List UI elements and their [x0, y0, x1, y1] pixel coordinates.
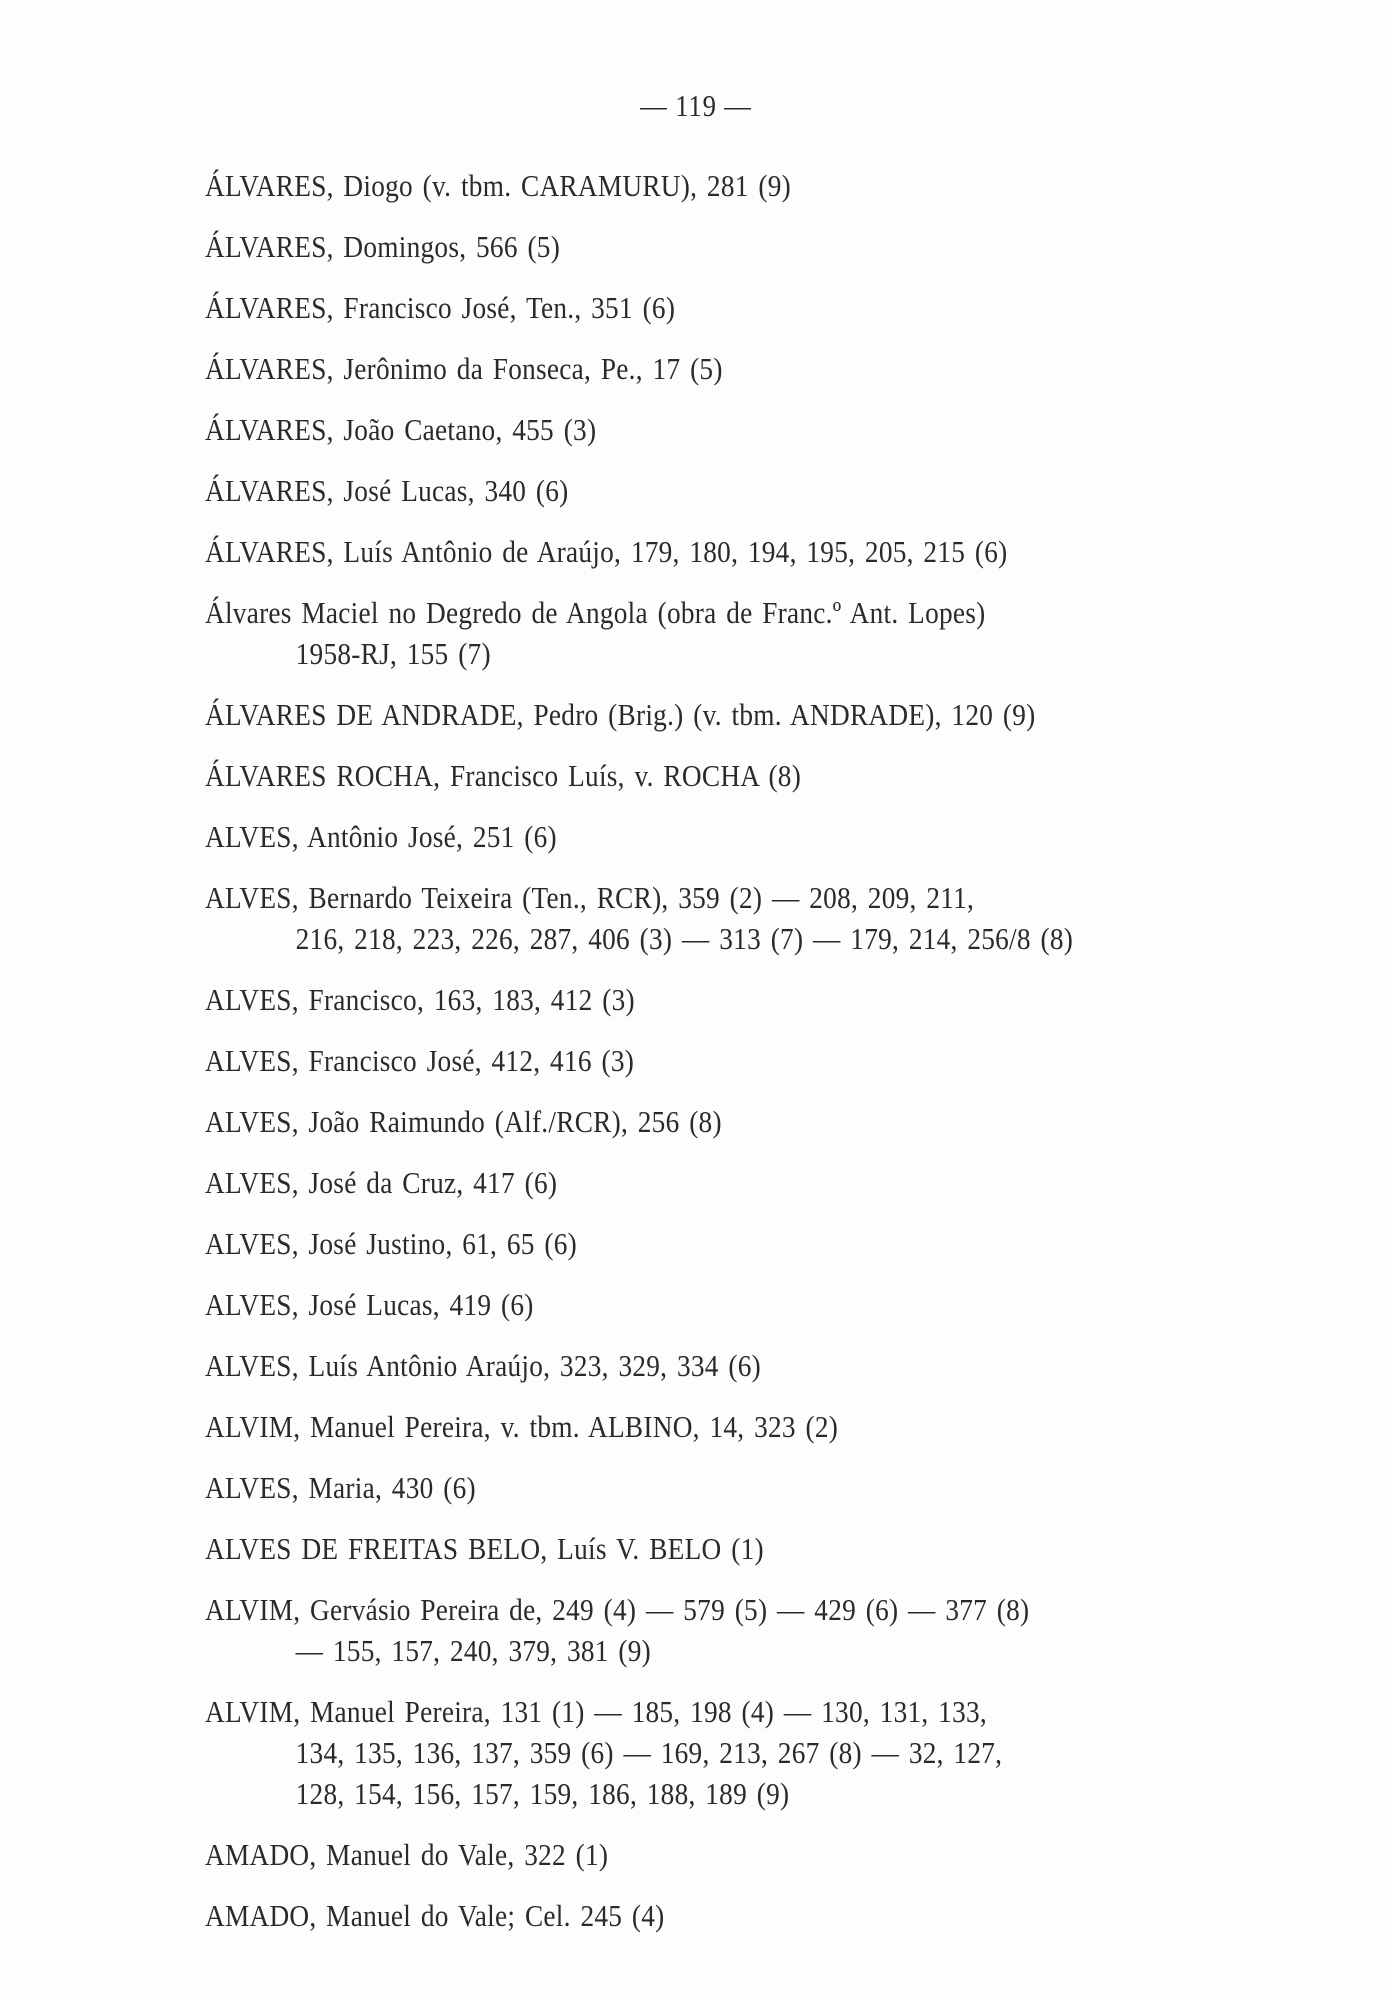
entry-heading-line: ÁLVARES, Luís Antônio de Araújo, 179, 180, 194, 195, 205, 215 (6) — [205, 534, 1008, 569]
index-entry — [205, 592, 986, 674]
index-entry — [205, 1284, 534, 1325]
index-entry — [205, 348, 723, 389]
entry-heading-line: ALVES, Francisco, 163, 183, 412 (3) — [205, 982, 635, 1017]
entry-continuation-line: — 155, 157, 240, 379, 381 (9) — [295, 1633, 652, 1668]
entry-heading-line: ALVIM, Manuel Pereira, 131 (1) — 185, 198 (4) — 130, 131, 133, — [205, 1694, 987, 1729]
entry-heading-line: AMADO, Manuel do Vale, 322 (1) — [205, 1837, 609, 1872]
entry-heading-line: ALVIM, Manuel Pereira, v. tbm. ALBINO, 14, 323 (2) — [205, 1409, 839, 1444]
entry-heading-line: ALVIM, Gervásio Pereira de, 249 (4) — 579 (5) — 429 (6) — 377 (8) — [205, 1592, 1030, 1627]
index-entry — [205, 1589, 1029, 1671]
entry-continuation-line: 216, 218, 223, 226, 287, 406 (3) — 313 (7) — 179, 214, 256/8 (8) — [295, 921, 1074, 956]
index-entry — [205, 755, 801, 796]
index-entry — [205, 531, 1007, 572]
entry-heading-line: ALVES, Bernardo Teixeira (Ten., RCR), 359 (2) — 208, 209, 211, — [205, 880, 975, 915]
entry-continuation-line: 128, 154, 156, 157, 159, 186, 188, 189 (9) — [295, 1776, 790, 1811]
index-entry — [205, 409, 596, 450]
entry-heading-line: ALVES, Antônio José, 251 (6) — [205, 819, 557, 854]
index-entry — [205, 877, 1073, 959]
entry-heading-line: ALVES, Maria, 430 (6) — [205, 1470, 476, 1505]
index-entry — [205, 1691, 1002, 1814]
index-entry — [205, 1528, 764, 1569]
entry-heading-line: Álvares Maciel no Degredo de Angola (obra de Franc.º Ant. Lopes) — [205, 595, 986, 630]
entry-heading-line: ALVES, João Raimundo (Alf./RCR), 256 (8) — [205, 1104, 722, 1139]
entry-continuation-line: 134, 135, 136, 137, 359 (6) — 169, 213, 267 (8) — 32, 127, — [295, 1735, 1003, 1770]
entry-heading-line: ÁLVARES, Francisco José, Ten., 351 (6) — [205, 290, 676, 325]
entry-heading-line: ALVES, José Justino, 61, 65 (6) — [205, 1226, 578, 1261]
page-number: — 119 — — [640, 88, 752, 123]
entry-heading-line: ÁLVARES DE ANDRADE, Pedro (Brig.) (v. tbm. ANDRADE), 120 (9) — [205, 697, 1036, 732]
index-entry — [205, 1162, 557, 1203]
entry-heading-line: ÁLVARES, José Lucas, 340 (6) — [205, 473, 569, 508]
index-entry — [205, 1834, 608, 1875]
entry-heading-line: AMADO, Manuel do Vale; Cel. 245 (4) — [205, 1898, 665, 1933]
index-entry — [205, 1040, 634, 1081]
entry-heading-line: ALVES DE FREITAS BELO, Luís V. BELO (1) — [205, 1531, 764, 1566]
index-entry — [205, 1223, 577, 1264]
index-entry — [205, 226, 560, 267]
index-entry — [205, 287, 675, 328]
index-entry — [205, 1895, 664, 1936]
entry-heading-line: ÁLVARES ROCHA, Francisco Luís, v. ROCHA (8) — [205, 758, 802, 793]
entry-heading-line: ALVES, Luís Antônio Araújo, 323, 329, 334 (6) — [205, 1348, 762, 1383]
entry-heading-line: ALVES, José da Cruz, 417 (6) — [205, 1165, 558, 1200]
entry-heading-line: ALVES, Francisco José, 412, 416 (3) — [205, 1043, 635, 1078]
index-entry — [205, 1406, 838, 1447]
index-entry — [205, 1467, 476, 1508]
index-entry — [205, 979, 635, 1020]
entry-heading-line: ÁLVARES, Jerônimo da Fonseca, Pe., 17 (5) — [205, 351, 723, 386]
entry-heading-line: ÁLVARES, Domingos, 566 (5) — [205, 229, 561, 264]
index-entry — [205, 694, 1035, 735]
index-entry — [205, 1345, 761, 1386]
index-entry — [205, 165, 791, 206]
entry-continuation-line: 1958-RJ, 155 (7) — [295, 636, 491, 671]
entry-heading-line: ALVES, José Lucas, 419 (6) — [205, 1287, 534, 1322]
entry-heading-line: ÁLVARES, Diogo (v. tbm. CARAMURU), 281 (9) — [205, 168, 791, 203]
index-entry — [205, 1101, 722, 1142]
entry-heading-line: ÁLVARES, João Caetano, 455 (3) — [205, 412, 597, 447]
index-entry — [205, 470, 568, 511]
index-entry — [205, 816, 557, 857]
